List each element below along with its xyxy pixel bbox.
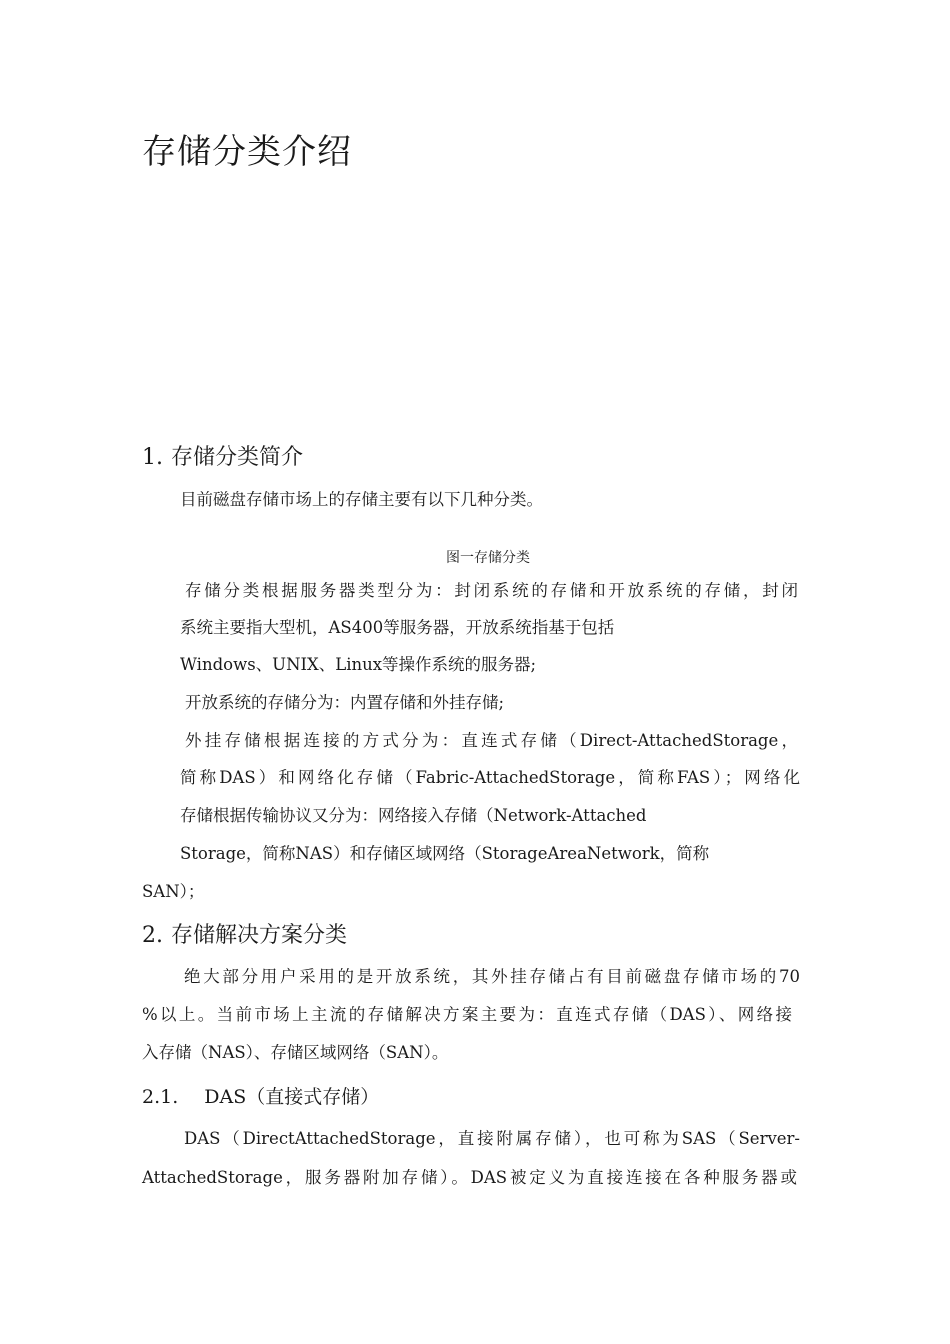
section-1-intro: 目前磁盘存储市场上的存储主要有以下几种分类。: [180, 490, 543, 509]
section-1-line-7: 存储根据传输协议又分为：网络接入存储（Network-Attached: [180, 806, 647, 825]
section-1-line-3: Windows、UNIX、Linux等操作系统的服务器;: [180, 655, 537, 674]
section-2-1-number: 2.1.: [142, 1086, 179, 1108]
section-2-line-3: 入存储（NAS）、存储区域网络（SAN）。: [142, 1043, 449, 1062]
section-2-title: 存储解决方案分类: [171, 923, 348, 948]
section-1-line-1: 存储分类根据服务器类型分为：封闭系统的存储和开放系统的存储，封闭: [185, 581, 798, 600]
section-1-line-4: 开放系统的存储分为：内置存储和外挂存储;: [185, 693, 505, 712]
section-1-line-5: 外挂存储根据连接的方式分为：直连式存储（Direct-AttachedStorage，: [185, 731, 798, 750]
section-2-1-heading: [142, 1083, 379, 1111]
document-title: 存储分类介绍: [142, 132, 352, 172]
section-2-line-1: 绝大部分用户采用的是开放系统，其外挂存储占有目前磁盘存储市场的70: [184, 967, 800, 986]
section-2-line-2: %以上。当前市场上主流的存储解决方案主要为：直连式存储（DAS）、网络接: [142, 1005, 792, 1024]
section-1-line-9: SAN）；: [142, 882, 205, 901]
section-1-title: 存储分类简介: [171, 445, 304, 470]
section-1-line-8: Storage，简称NAS）和存储区域网络（StorageAreaNetwork，简称: [180, 844, 710, 863]
section-2-1-line-1: DAS（DirectAttachedStorage，直接附属存储），也可称为SAS（Server-: [184, 1129, 800, 1148]
section-1-line-6: 简称DAS）和网络化存储（Fabric-AttachedStorage，简称FAS）；网络化: [180, 768, 800, 787]
section-1-number: 1.: [142, 445, 163, 470]
section-1-heading: [142, 443, 303, 473]
section-2-heading: [142, 921, 347, 951]
section-1-line-2: 系统主要指大型机，AS400等服务器，开放系统指基于包括: [180, 618, 615, 637]
section-2-number: 2.: [142, 923, 163, 948]
section-2-1-title: DAS（直接式存储）: [204, 1086, 380, 1108]
section-2-1-line-2: AttachedStorage，服务器附加存储）。DAS被定义为直接连接在各种服务器或: [142, 1168, 797, 1187]
figure-caption: 图一存储分类: [446, 550, 530, 566]
